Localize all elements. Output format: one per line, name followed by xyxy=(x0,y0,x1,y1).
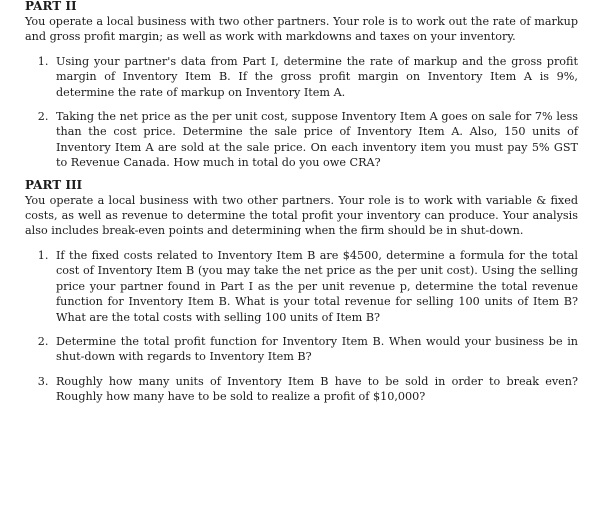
part-2-heading: PART II xyxy=(25,0,77,13)
part-2-question-list xyxy=(25,54,578,171)
part-3-question-1: 1. If the fixed costs related to Inventory Item B are $4500, determine a formula for the total cost of Inventory Item B (you may take the net price as the per unit cost). Using the selling price your partner found in Part I as the per unit revenue p, determine the total revenue function for Inventory Item B. What is your total revenue for selling 100 units of Item B? What are the total costs with selling 100 units of Item B? xyxy=(52,248,578,325)
part-3-question-list xyxy=(25,248,578,405)
part-2-intro: You operate a local business with two other partners. Your role is to work out the rate of markup and gross profit margin; as well as work with markdowns and taxes on your inventory. xyxy=(25,15,578,44)
part-2-question-2: 2. Taking the net price as the per unit cost, suppose Inventory Item A goes on sale for 7% less than the cost price. Determine the sale price of Inventory Item A. Also, 150 units of Inventory Item A are sold at the sale price. On each inventory item you must pay 5% GST to Revenue Canada. How much in total do you owe CRA? xyxy=(52,109,578,171)
part-3-question-2: 2. Determine the total profit function for Inventory Item B. When would your business be in shut-down with regards to Inventory Item B? xyxy=(52,334,578,365)
part-2-question-1: 1. Using your partner's data from Part I, determine the rate of markup and the gross profit margin of Inventory Item B. If the gross profit margin on Inventory Item A is 9%, determine the rate of markup on Inventory Item A. xyxy=(52,54,578,100)
part-2-section xyxy=(25,0,578,171)
part-3-question-3: 3. Roughly how many units of Inventory Item B have to be sold in order to break even? Roughly how many have to be sold to realize a profit of $10,000? xyxy=(52,374,578,405)
part-3-intro: You operate a local business with two other partners. Your role is to work with variable & fixed costs, as well as revenue to determine the total profit your inventory can produce. Your analysis also includes break-even points and determining when the firm should be in shut-down. xyxy=(25,193,578,238)
part-3-heading: PART III xyxy=(25,177,83,192)
part-3-section xyxy=(25,177,578,405)
